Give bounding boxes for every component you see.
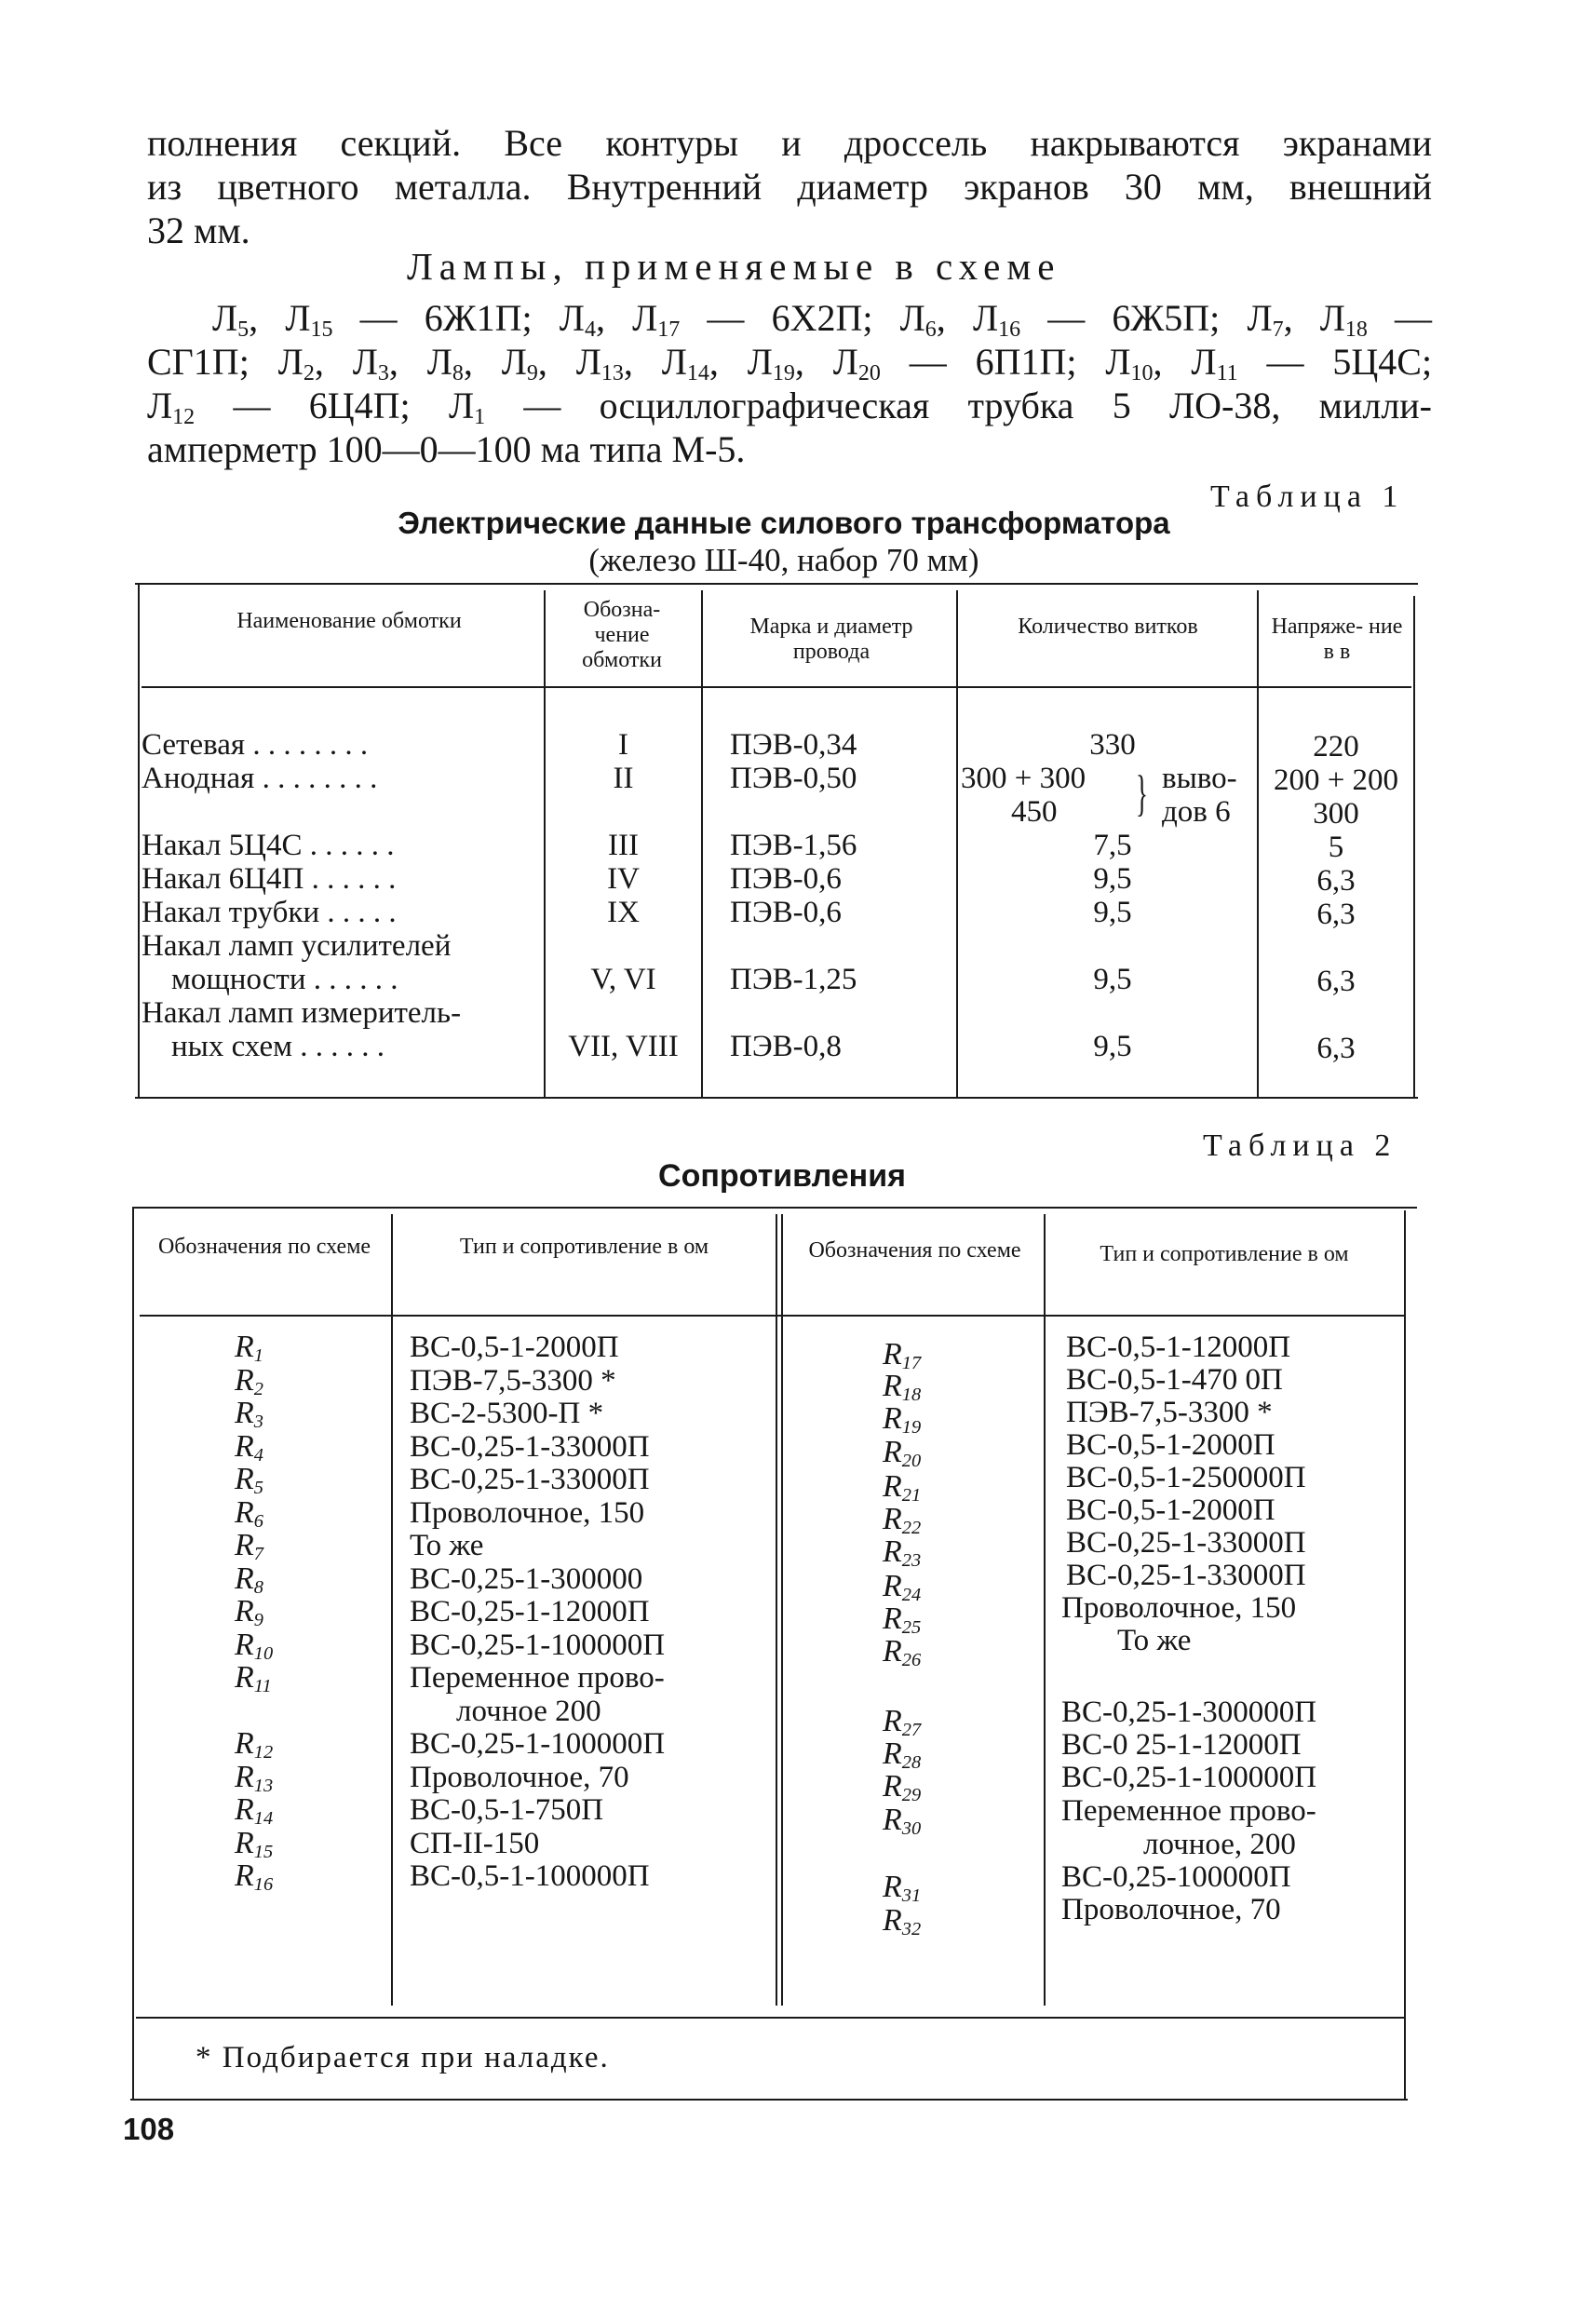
resistor-type: ВС-0,25-1-33000П	[1066, 1559, 1306, 1592]
resistor-type: ВС-0,25-1-100000П	[410, 1628, 666, 1662]
table-cell: 220	[1313, 730, 1359, 763]
resistor-type: ВС-0,25-1-300000П	[1061, 1696, 1317, 1729]
resistor-label: $R_{28}$	[883, 1736, 922, 1774]
resistor-label: $R_{11}$	[235, 1660, 272, 1697]
resistor-type: ВС-0,5-1-470 0П	[1066, 1363, 1283, 1397]
resistor-type: ВС-0,25-1-100000П	[410, 1727, 666, 1761]
resistor-type: Проволочное, 70	[410, 1760, 629, 1794]
column-header: Количество витков	[1018, 615, 1198, 639]
column-header: Тип и сопротивление в ом	[459, 1235, 709, 1259]
table-rule	[136, 2017, 1406, 2019]
table-cell: 9,5	[1093, 862, 1132, 896]
resistor-label: $R_{27}$	[883, 1704, 922, 1741]
resistor-label: $R_9$	[235, 1594, 263, 1631]
resistor-label: $R_{10}$	[235, 1627, 274, 1664]
resistor-type: ВС-0 25-1-12000П	[1061, 1728, 1302, 1762]
table-cell: 450	[1011, 795, 1058, 829]
page-number: 108	[123, 2112, 175, 2146]
footnote: * Подбирается при наладке.	[196, 2041, 610, 2074]
resistor-label: $R_{15}$	[235, 1825, 274, 1862]
table-cell: дов 6	[1162, 795, 1231, 829]
table-cell: ПЭВ-0,34	[730, 728, 857, 762]
table-cell: I	[618, 728, 628, 762]
resistor-type: Проволочное, 150	[1061, 1591, 1297, 1625]
table-rule	[140, 1315, 1406, 1317]
intro-paragraph	[147, 121, 1432, 252]
resistor-type: ВС-2-5300-П *	[410, 1397, 604, 1430]
column-header: Марка и диаметр провода	[749, 615, 913, 664]
resistor-type: ПЭВ-7,5-3300 *	[410, 1363, 616, 1398]
table-cell: ПЭВ-1,25	[730, 963, 857, 996]
table-rule	[142, 686, 1411, 688]
resistor-type: ВС-0,5-1-100000П	[410, 1859, 650, 1893]
resistor-type: ВС-0,5-1-750П	[410, 1793, 604, 1827]
table-cell: 6,3	[1316, 864, 1356, 898]
resistor-label: $R_{23}$	[883, 1534, 922, 1572]
text-line: полнения секций. Все контуры и дроссель накрываются экранами	[147, 122, 1432, 164]
resistor-label: $R_3$	[235, 1396, 263, 1433]
resistor-label: $R_6$	[235, 1494, 263, 1532]
resistor-type: ВС-0,5-1-250000П	[1066, 1461, 1306, 1494]
table-rule	[135, 1097, 1418, 1099]
resistor-type: лочное, 200	[1143, 1828, 1296, 1861]
resistor-label: $R_{24}$	[883, 1569, 922, 1606]
table-cell: ПЭВ-0,6	[730, 896, 842, 929]
table-cell: III	[608, 829, 639, 862]
table-rule	[138, 583, 140, 1097]
resistor-type: ВС-0,5-1-2000П	[1066, 1428, 1275, 1462]
resistor-label: $R_7$	[235, 1528, 263, 1565]
table-cell: II	[613, 762, 634, 795]
resistor-type: ПЭВ-7,5-3300 *	[1066, 1396, 1273, 1429]
column-header: Обозначения по схеме	[808, 1238, 1021, 1263]
table-cell: 6,3	[1316, 898, 1356, 931]
table-cell: Анодная . . . . . . . .	[142, 762, 378, 795]
table-cell: 6,3	[1316, 1032, 1356, 1065]
resistor-label: $R_5$	[235, 1462, 263, 1499]
table-rule	[1404, 1210, 1406, 2099]
column-header: Обозначения по схеме	[157, 1235, 371, 1259]
brace-symbol: }	[1136, 765, 1148, 821]
resistor-type: ВС-0,25-1-33000П	[1066, 1526, 1306, 1560]
column-header: Тип и сопротивление в ом	[1100, 1242, 1349, 1266]
resistor-label: $R_{19}$	[883, 1401, 922, 1439]
resistor-type: Переменное прово-	[1061, 1794, 1316, 1828]
table-rule	[132, 1209, 134, 2099]
table-cell: Накал ламп измеритель-	[142, 996, 462, 1030]
text-line: $Л_{12}$ — 6Ц4П; $Л_1$ — осциллографическая трубка 5 ЛО-38, милли-	[147, 385, 1433, 429]
text-line: из цветного металла. Внутренний диаметр экранов 30 мм, внешний	[147, 166, 1432, 208]
resistor-type: Проволочное, 70	[1061, 1893, 1281, 1926]
table-cell: 330	[1089, 728, 1136, 762]
table-rule	[1257, 590, 1259, 1097]
table-cell: 6,3	[1316, 965, 1356, 998]
column-header: Напряже- ние в в	[1271, 615, 1403, 664]
resistor-type: ВС-0,25-1-100000П	[1061, 1761, 1317, 1794]
table-cell: выво-	[1162, 762, 1237, 795]
text-line: $Л_5$, $Л_{15}$ — 6Ж1П; $Л_4$, $Л_{17}$ — 6Х2П; $Л_6$, $Л_{16}$ — 6Ж5П; $Л_7$, $Л_{18}$ —	[212, 297, 1433, 342]
resistor-label: $R_{25}$	[883, 1601, 922, 1639]
resistor-type: ВС-0,25-1-33000П	[410, 1429, 650, 1464]
table-title: Сопротивления	[658, 1158, 906, 1194]
resistor-type: ВС-0,25-1-12000П	[410, 1595, 650, 1628]
resistor-type: ВС-0,5-1-2000П	[1066, 1493, 1275, 1527]
table-cell: IX	[607, 896, 640, 929]
resistor-label: $R_{13}$	[235, 1759, 274, 1796]
resistor-type: Переменное прово-	[410, 1661, 665, 1695]
text-line: 32 мм.	[147, 209, 250, 251]
table-rule	[132, 1207, 1417, 1209]
table-cell: мощности . . . . . .	[171, 963, 398, 996]
column-header: Обозна- чение обмотки	[582, 598, 662, 672]
resistor-label: $R_4$	[235, 1428, 263, 1466]
table-subtitle: (железо Ш-40, набор 70 мм)	[588, 542, 979, 578]
resistor-label: $R_{18}$	[883, 1369, 922, 1406]
resistor-type: Проволочное, 150	[410, 1495, 645, 1530]
table-cell: Накал 5Ц4С . . . . . .	[142, 829, 395, 862]
table-cell: Накал трубки . . . . .	[142, 896, 397, 929]
table-cell: 7,5	[1093, 829, 1132, 862]
table-label: Таблица 1	[1210, 480, 1405, 514]
resistor-type: ВС-0,25-100000П	[1061, 1860, 1291, 1894]
table-cell: ПЭВ-0,50	[730, 762, 857, 795]
resistor-label: $R_{26}$	[883, 1634, 922, 1671]
table-cell: Накал 6Ц4П . . . . . .	[142, 862, 397, 896]
resistor-label: $R_{22}$	[883, 1502, 922, 1539]
table-cell: 5	[1328, 831, 1344, 864]
table-cell: IV	[607, 862, 640, 896]
table-cell: ных схем . . . . . .	[171, 1030, 385, 1063]
column-header: Наименование обмотки	[236, 609, 462, 633]
resistor-type: То же	[1117, 1624, 1192, 1657]
table-cell: Сетевая . . . . . . . .	[142, 728, 369, 762]
table-cell: 300	[1313, 797, 1359, 831]
table-cell: ПЭВ-1,56	[730, 829, 857, 862]
table-cell: VII, VIII	[568, 1030, 679, 1063]
text-line: СГ1П; $Л_2$, $Л_3$, $Л_8$, $Л_9$, $Л_{13}$, $Л_{14}$, $Л_{19}$, $Л_{20}$ — 6П1П; $Л_{10}$, $Л_{11}$ — 5Ц4С;	[147, 341, 1433, 385]
resistor-type: ВС-0,5-1-12000П	[1066, 1331, 1291, 1364]
table-cell: Накал ламп усилителей	[142, 929, 452, 963]
text-line: амперметр 100—0—100 ма типа М-5.	[147, 428, 746, 470]
table-rule	[1413, 596, 1415, 1097]
resistor-type: ВС-0,25-1-33000П	[410, 1463, 650, 1496]
table-cell: 9,5	[1093, 896, 1132, 929]
resistor-label: $R_1$	[235, 1330, 263, 1367]
resistor-label: $R_{29}$	[883, 1769, 922, 1806]
resistor-type: То же	[410, 1529, 484, 1562]
resistor-label: $R_{31}$	[883, 1870, 922, 1907]
resistor-label: $R_{32}$	[883, 1903, 922, 1940]
resistor-type: ВС-0,5-1-2000П	[410, 1331, 619, 1364]
table-rule	[130, 2099, 1408, 2101]
table-cell: ПЭВ-0,6	[730, 862, 842, 896]
resistor-label: $R_{12}$	[235, 1726, 274, 1763]
table-cell: 9,5	[1093, 1030, 1132, 1063]
table-label: Таблица 2	[1203, 1128, 1397, 1163]
table-cell: 9,5	[1093, 963, 1132, 996]
resistor-label: $R_{30}$	[883, 1803, 922, 1840]
resistor-label: $R_{17}$	[883, 1337, 922, 1374]
lamps-paragraph	[147, 296, 1432, 471]
resistor-label: $R_8$	[235, 1561, 263, 1598]
resistor-type: СП-II-150	[410, 1826, 540, 1860]
table-rule	[1044, 1214, 1046, 2006]
resistor-type: ВС-0,25-1-300000	[410, 1561, 643, 1596]
lamps-heading: Лампы, применяемые в схеме	[407, 245, 1061, 288]
table-cell: 200 + 200	[1273, 763, 1399, 797]
table-cell: ПЭВ-0,8	[730, 1030, 842, 1063]
table-rule	[544, 590, 546, 1097]
resistor-label: $R_{21}$	[883, 1469, 922, 1507]
resistor-label: $R_2$	[235, 1362, 263, 1399]
table-rule	[701, 590, 703, 1097]
table-rule	[776, 1214, 777, 2006]
table-rule	[956, 590, 958, 1097]
resistor-label: $R_{20}$	[883, 1435, 922, 1472]
resistor-type: лочное 200	[456, 1694, 601, 1728]
table-cell: 300 + 300	[961, 762, 1086, 795]
table-rule	[135, 583, 1418, 585]
table-title: Электрические данные силового трансформатора	[398, 506, 1170, 540]
resistor-label: $R_{16}$	[235, 1858, 274, 1896]
table-rule	[781, 1214, 783, 2006]
table-cell: V, VI	[590, 963, 656, 996]
resistor-label: $R_{14}$	[235, 1792, 274, 1830]
table-rule	[391, 1214, 393, 2006]
